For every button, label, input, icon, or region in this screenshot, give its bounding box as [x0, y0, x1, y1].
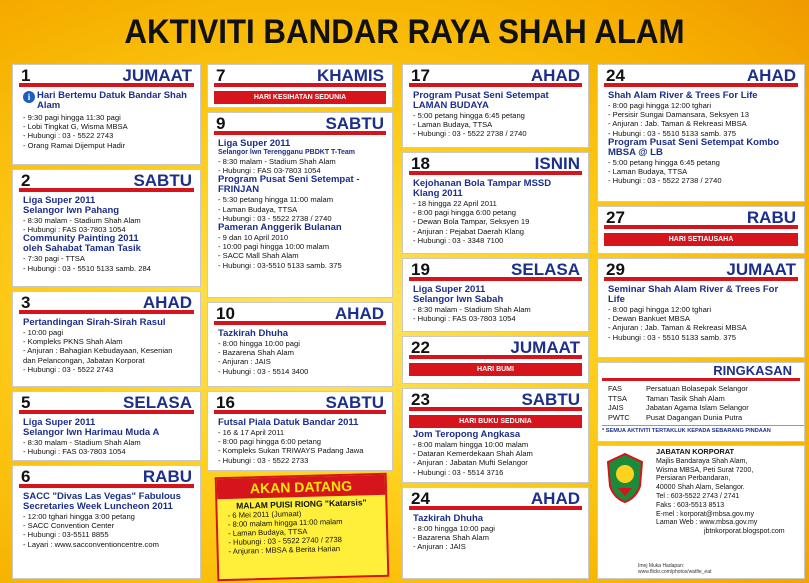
event-line: - Anjuran : Jabatan Mufti Selangor	[413, 458, 528, 468]
event-line: - SACC Convention Center	[23, 521, 115, 531]
abbrev-row	[608, 403, 804, 413]
event-line: - 8:00 pagi hingga 12:00 tghari	[608, 101, 712, 110]
date-number: 10	[216, 304, 235, 323]
card-23	[402, 388, 589, 483]
event-line: - Hubungi : 03-5510 5133 samb. 375	[218, 260, 342, 270]
event-line: - Layari : www.sacconventioncentre.com	[23, 539, 159, 549]
card-7	[207, 64, 393, 108]
abbrev-value: Jabatan Agama Islam Selangor	[646, 403, 749, 413]
abbrev-row	[608, 413, 804, 423]
event-line: - Hubungi : 03 - 3348 7100	[413, 235, 504, 245]
card-16	[207, 391, 393, 471]
event-line: - 6 Mei 2011 (Jumaat)	[227, 509, 302, 520]
page-title: AKTIVITI BANDAR RAYA SHAH ALAM	[124, 13, 685, 51]
event-line: - Hubungi : 03-5511 8855	[23, 530, 109, 540]
event-line: - Laman Budaya, TTSA	[228, 526, 308, 538]
event-title: Liga Super 2011	[23, 417, 96, 428]
card-29	[597, 258, 805, 358]
event-title: Liga Super 2011	[413, 284, 486, 295]
event-title: Program Pusat Seni Setempat LAMAN BUDAYA	[413, 90, 549, 111]
event-line: - 16 & 17 April 2011	[218, 428, 285, 437]
event-title: Pameran Anggerik Bulanan	[218, 222, 342, 234]
event-title: Community Painting 2011	[23, 233, 139, 245]
event-title: Tazkirah Dhuha	[413, 513, 484, 524]
event-line: - Anjuran : Bahagian Kebudayaan, Kesenian	[23, 346, 173, 356]
day-name: SELASA	[511, 260, 580, 279]
event-line: - 5:30 petang hingga 11:00 malam	[218, 195, 334, 205]
event-line: - 7:30 pagi - TTSA	[23, 254, 85, 264]
card-17	[402, 64, 589, 148]
date-number: 7	[216, 66, 226, 85]
date-number: 1	[21, 66, 31, 85]
day-name: SABTU	[521, 390, 580, 409]
event-line: - 8:00 pagi hingga 12:00 tghari	[608, 305, 712, 314]
date-number: 16	[216, 393, 235, 412]
image-credit-link[interactable]: www.flickr.com/photos/watfie_eat	[638, 569, 712, 575]
event-line: - Hubungi : 03 - 5522 2738 / 2740	[218, 213, 332, 223]
event-line: - 8:30 malam - Stadium Shah Alam	[23, 216, 141, 225]
abbrev-key: PWTC	[608, 412, 630, 422]
abbrev-key: FAS	[608, 384, 622, 393]
event-line: - Hubungi : 03 - 5522 2733	[218, 455, 309, 465]
date-number: 24	[411, 489, 430, 508]
event-title: Selangor lwn Harimau Muda A	[23, 427, 160, 438]
event-title: Tazkirah Dhuha	[218, 328, 289, 339]
event-title: Program Pusat Seni Setempat Kombo MBSA @ LB	[608, 136, 780, 158]
mbsa-crest-icon	[604, 452, 646, 504]
event-line: - Hubungi : 03 - 5522 2738 / 2740	[413, 129, 527, 139]
event-line: - 8:30 malam - Stadium Shah Alam	[23, 438, 141, 447]
event-line: - 8:00 malam hingga 11:00 malam	[227, 516, 343, 529]
event-line: - 8:00 pagi hingga 6:00 petang	[218, 437, 322, 447]
abbrev-key: TTSA	[608, 393, 627, 403]
event-line: - Laman Budaya, TTSA	[413, 120, 493, 130]
abbrev-row	[608, 394, 804, 404]
date-number: 6	[21, 467, 31, 486]
contact-line: Tel : 603-5522 2743 / 2741	[656, 492, 740, 500]
ringkasan-title: RINGKASAN	[602, 363, 800, 381]
day-name: JUMAAT	[510, 338, 580, 357]
event-line: - Laman Budaya, TTSA	[608, 167, 688, 177]
disclaimer-note: * SEMUA AKTIVITI TERTAKLUK KEPADA SEBARANG PINDAAN	[602, 425, 804, 434]
event-line: - Hubungi : 03 - 5510 5133 samb. 284	[23, 263, 151, 273]
event-line: - Laman Budaya, TTSA	[218, 204, 298, 214]
day-name: AHAD	[334, 304, 384, 323]
card-9	[207, 112, 393, 298]
event-line: - Orang Ramai Dijemput Hadir	[23, 140, 126, 150]
akan-datang-header: AKAN DATANG	[217, 475, 385, 499]
day-name: JUMAAT	[122, 66, 192, 85]
address-line: 40000 Shah Alam, Selangor.	[656, 484, 745, 492]
event-line: - Hubungi : FAS 03-7803 1054	[413, 314, 516, 324]
event-line: - Hubungi : 03 - 5510 5133 samb. 375	[608, 128, 736, 138]
date-number: 22	[411, 338, 430, 357]
card-6	[12, 465, 201, 579]
event-line: - Hubungi : 03 - 5514 3400	[218, 366, 309, 376]
event-line: - Hubungi : 03 - 5514 3716	[413, 467, 504, 477]
akan-datang-box	[215, 473, 390, 581]
event-line: - Lobi Tingkat G, Wisma MBSA	[23, 122, 128, 132]
card-18	[402, 152, 589, 254]
date-number: 27	[606, 208, 625, 227]
day-name: RABU	[142, 467, 192, 486]
observance-bar: HARI KESIHATAN SEDUNIA	[214, 91, 386, 104]
event-line: - 9 dan 10 April 2010	[218, 233, 289, 243]
date-number: 17	[411, 66, 430, 85]
day-name: SELASA	[123, 393, 192, 412]
address-line: Persiaran Perbandaran,	[656, 475, 731, 483]
event-line: - Kompleks Sukan TRIWAYS Padang Jawa	[218, 446, 364, 456]
day-name: AHAD	[530, 66, 580, 85]
event-subtitle: Selangor lwn Terengganu PBDKT T-Team	[218, 149, 356, 156]
event-line: - 10:00 pagi hingga 10:00 malam	[218, 242, 330, 252]
event-line: - Anjuran : Jab. Taman & Rekreasi MBSA	[608, 119, 747, 129]
event-line: - Hubungi : 03 - 5522 2738 / 2740	[608, 176, 722, 186]
abbrev-value: Persatuan Bolasepak Selangor	[646, 384, 748, 393]
event-line: - 8:00 hingga 10:00 pagi	[413, 524, 495, 533]
observance-bar: HARI BUMI	[409, 363, 582, 376]
event-line: - Bazarena Shah Alam	[218, 348, 294, 358]
akan-datang-title: MALAM PUISI RIONG "Katarsis"	[236, 497, 367, 511]
day-name: SABTU	[325, 393, 384, 412]
website-link[interactable]: Laman Web : www.mbsa.gov.my	[656, 519, 758, 527]
day-name: AHAD	[530, 489, 580, 508]
email-link[interactable]: E-mel : korporat@mbsa.gov.my	[656, 510, 755, 518]
day-name: RABU	[746, 208, 796, 227]
date-number: 19	[411, 260, 430, 279]
event-line: dan Pelancongan, Jabatan Korporat	[23, 355, 145, 365]
event-title: Pertandingan Sirah-Sirah Rasul	[23, 317, 166, 328]
event-line: - 5:00 petang hingga 6:45 petang	[413, 111, 525, 120]
event-line: - 8:00 malam hingga 10:00 malam	[413, 440, 529, 449]
ringkasan-box	[597, 362, 805, 442]
event-title: Selangor lwn Pahang	[23, 205, 120, 216]
event-line: - 8:30 malam - Stadium Shah Alam	[218, 157, 336, 166]
date-number: 29	[606, 260, 625, 279]
event-line: - Hubungi : 03 - 5522 2743	[23, 131, 114, 141]
date-number: 24	[606, 66, 625, 85]
observance-bar: HARI SETIAUSAHA	[604, 233, 798, 246]
date-number: 9	[216, 114, 226, 133]
event-line: - 5:00 petang hingga 6:45 petang	[608, 157, 720, 167]
address-line: Majlis Bandaraya Shah Alam,	[656, 457, 748, 465]
abbrev-value: Pusat Dagangan Dunia Putra	[646, 412, 743, 422]
address-line: Wisma MBSA, Peti Surat 7200,	[656, 466, 754, 474]
card-22	[402, 336, 589, 384]
event-line: - Dataran Kemerdekaan Shah Alam	[413, 449, 533, 459]
info-icon: i	[23, 91, 35, 103]
image-credit-label: Imej Muka Hadapan:	[638, 563, 685, 569]
event-title: Selangor lwn Sabah	[413, 294, 504, 305]
event-line: - Hubungi : 03 - 5522 2743	[23, 364, 114, 374]
jabatan-box	[597, 445, 805, 579]
card-3	[12, 291, 201, 387]
card-2	[12, 169, 201, 287]
day-name: ISNIN	[534, 154, 580, 173]
day-name: AHAD	[142, 293, 192, 312]
event-line: - Kompleks PKNS Shah Alam	[23, 337, 123, 347]
date-number: 23	[411, 390, 430, 409]
event-title: Futsal Piala Datuk Bandar 2011	[218, 417, 359, 428]
contact-line: Faks : 603-5513 8513	[656, 501, 725, 509]
event-title: Hari Bertemu Datuk Bandar Shah Alam	[37, 90, 187, 111]
event-title: Liga Super 2011	[23, 195, 96, 206]
event-line: - Bazarena Shah Alam	[413, 533, 489, 543]
event-title: SACC "Divas Las Vegas" Fabulous Secretaries Week Luncheon 2011	[23, 491, 181, 512]
event-line: - Dewan Bankuet MBSA	[608, 314, 690, 324]
card-10	[207, 302, 393, 387]
card-24b	[597, 64, 805, 202]
event-line: - 8:30 malam - Stadium Shah Alam	[413, 305, 531, 314]
event-title: Jom Teropong Angkasa	[413, 429, 521, 440]
date-number: 3	[21, 293, 31, 312]
event-title: Kejohanan Bola Tampar MSSD Klang 2011	[413, 178, 552, 199]
event-title: Seminar Shah Alam River & Trees For Life	[608, 284, 779, 305]
day-name: KHAMIS	[316, 66, 384, 85]
observance-bar: HARI BUKU SEDUNIA	[409, 415, 582, 428]
event-line: - 18 hingga 22 April 2011	[413, 199, 497, 208]
card-1	[12, 64, 201, 165]
event-line: - SACC Mall Shah Alam	[218, 251, 299, 261]
event-line: - Anjuran : Jab. Taman & Rekreasi MBSA	[608, 323, 747, 333]
abbrev-value: Taman Tasik Shah Alam	[646, 393, 725, 403]
event-line: - Persisir Sungai Damansara, Seksyen 13	[608, 110, 749, 120]
event-title: oleh Sahabat Taman Tasik	[23, 243, 141, 255]
event-line: - 10:00 pagi	[23, 328, 64, 337]
jabatan-title: JABATAN KORPORAT	[656, 447, 735, 456]
event-line: - Hubungi : 03 - 5522 2740 / 2738	[228, 534, 343, 547]
date-number: 18	[411, 154, 430, 173]
event-title: Program Pusat Seni Setempat - FRINJAN	[218, 174, 360, 196]
event-line: - 8:00 pagi hingga 6:00 petang	[413, 208, 517, 218]
day-name: AHAD	[746, 66, 796, 85]
event-line: - Hubungi : 03 - 5510 5133 samb. 375	[608, 332, 736, 342]
event-line: - Hubungi : FAS 03-7803 1054	[23, 447, 126, 457]
day-name: JUMAAT	[726, 260, 796, 279]
card-27	[597, 206, 805, 254]
date-number: 5	[21, 393, 31, 412]
abbrev-key: JAIS	[608, 403, 624, 413]
event-line: - Hubungi : FAS 03-7803 1054	[23, 225, 126, 235]
abbrev-row	[608, 384, 804, 394]
event-line: - Anjuran : MBSA & Berita Harian	[228, 544, 341, 556]
card-5	[12, 391, 201, 461]
event-title: Liga Super 2011	[218, 138, 291, 149]
day-name: SABTU	[325, 114, 384, 133]
card-24	[402, 487, 589, 579]
event-line: - Hubungi : FAS 03-7803 1054	[218, 166, 321, 176]
event-title: Shah Alam River & Trees For Life	[608, 90, 758, 101]
event-line: - 9:30 pagi hingga 11:30 pagi	[23, 113, 121, 122]
event-line: - 12:00 tghari hingga 3:00 petang	[23, 512, 135, 521]
event-line: - Anjuran : Pejabat Daerah Klang	[413, 226, 525, 236]
event-line: - Dewan Bola Tampar, Seksyen 19	[413, 217, 530, 227]
day-name: SABTU	[133, 171, 192, 190]
event-line: - 8:00 hingga 10:00 pagi	[218, 339, 300, 348]
event-line: - Anjuran : JAIS	[413, 542, 466, 552]
blog-link[interactable]: jbtnkorporat.blogspot.com	[704, 528, 785, 536]
event-line: - Anjuran : JAIS	[218, 357, 271, 367]
card-19	[402, 258, 589, 332]
date-number: 2	[21, 171, 31, 190]
